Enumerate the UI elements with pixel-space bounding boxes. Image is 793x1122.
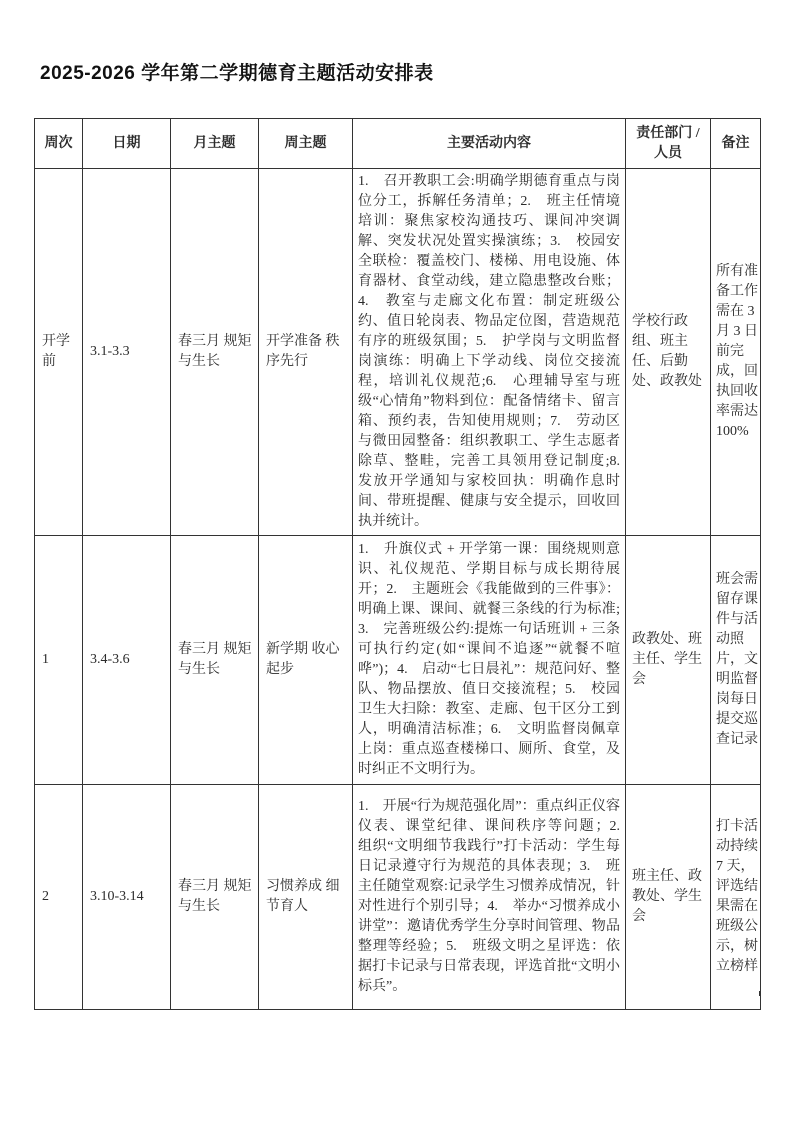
header-activities: 主要活动内容 (353, 119, 626, 169)
cell-week: 2 (35, 785, 83, 1010)
cell-notes: 所有准备工作需在 3 月 3 日前完成，回执回收率需达 100% (711, 169, 761, 536)
table-header (35, 119, 761, 169)
table-row (35, 169, 761, 536)
column-border-tick (625, 991, 710, 996)
cell-month-theme: 春三月 规矩与生长 (171, 169, 259, 536)
schedule-table (34, 118, 761, 1010)
cell-activities: 1. 开展“行为规范强化周”：重点纠正仪容仪表、课堂纪律、课间秩序等问题；2. 组织“文明细节我践行”打卡活动：学生每日记录遵守行为规范的具体表现；3. 班主任随堂观察:记录学生习惯养成情况，针对性进行个别引导；4. 举办“习惯养成小讲堂”：邀请优秀学生分享时间管理、物品整理等经验；5. 班级文明之星评选：依据打卡记录与日常表现，评选首批“文明小标兵”。 (353, 785, 626, 1010)
column-border-tick (82, 991, 170, 996)
header-month-theme: 月主题 (171, 119, 259, 169)
header-row (35, 119, 761, 169)
cell-week: 1 (35, 536, 83, 785)
cell-week-theme: 新学期 收心起步 (259, 536, 353, 785)
cell-activities: 1. 升旗仪式 + 开学第一课：围绕规则意识、礼仪规范、学期目标与成长期待展开；2. 主题班会《我能做到的三件事》：明确上课、课间、就餐三条线的行为标准;3. 完善班级公约:提炼一句话班训 + 三条可执行约定(如“课间不追逐”“就餐不喧哗”)；4. 启动“七日晨礼”：规范问好、整队、物品摆放、值日交接流程；5. 校园卫生大扫除：教室、走廊、包干区分工到人，明确清洁标准；6. 文明监督岗佩章上岗：重点巡查楼梯口、厕所、食堂，及时纠正不文明行为。 (353, 536, 626, 785)
column-border-tick (710, 991, 760, 996)
header-week-theme: 周主题 (259, 119, 353, 169)
cell-date: 3.4-3.6 (83, 536, 171, 785)
cell-responsible: 政教处、班主任、学生会 (626, 536, 711, 785)
cell-responsible: 学校行政组、班主任、后勤处、政教处 (626, 169, 711, 536)
cell-week-theme: 开学准备 秩序先行 (259, 169, 353, 536)
cell-week: 开学前 (35, 169, 83, 536)
header-week: 周次 (35, 119, 83, 169)
column-border-tick (34, 991, 82, 996)
column-border-tick (258, 991, 352, 996)
cell-date: 3.10-3.14 (83, 785, 171, 1010)
cell-activities: 1. 召开教职工会:明确学期德育重点与岗位分工，拆解任务清单；2. 班主任情境培训：聚焦家校沟通技巧、课间冲突调解、突发状况处置实操演练；3. 校园安全联检：覆盖校门、楼梯、用电设施、体育器材、食堂动线，建立隐患整改台账；4. 教室与走廊文化布置：制定班级公约、值日轮岗表、物品定位图，营造规范有序的班级氛围；5. 护学岗与文明监督岗演练：明确上下学动线、岗位交接流程，培训礼仪规范;6. 心理辅导室与班级“心情角”物料到位：配备情绪卡、留言箱、预约表，告知使用规则；7. 劳动区与微田园整备：组织教职工、学生志愿者除草、整畦，完善工具领用登记制度;8. 发放开学通知与家校回执：明确作息时间、带班提醒、健康与安全提示，回收回执并统计。 (353, 169, 626, 536)
cell-notes: 打卡活动持续 7 天，评选结果需在班级公示，树立榜样 (711, 785, 761, 1010)
cell-responsible: 班主任、政教处、学生会 (626, 785, 711, 1010)
header-responsible: 责任部门 / 人员 (626, 119, 711, 169)
cell-month-theme: 春三月 规矩与生长 (171, 536, 259, 785)
column-border-tick (170, 991, 258, 996)
header-date: 日期 (83, 119, 171, 169)
table-row (35, 536, 761, 785)
page-break-row-fragment (34, 991, 760, 996)
cell-notes: 班会需留存课件与活动照片，文明监督岗每日提交巡查记录 (711, 536, 761, 785)
cell-month-theme: 春三月 规矩与生长 (171, 785, 259, 1010)
header-notes: 备注 (711, 119, 761, 169)
table-row (35, 785, 761, 1010)
column-border-tick (352, 991, 625, 996)
cell-date: 3.1-3.3 (83, 169, 171, 536)
cell-week-theme: 习惯养成 细节育人 (259, 785, 353, 1010)
document-title: 2025-2026 学年第二学期德育主题活动安排表 (40, 63, 434, 84)
